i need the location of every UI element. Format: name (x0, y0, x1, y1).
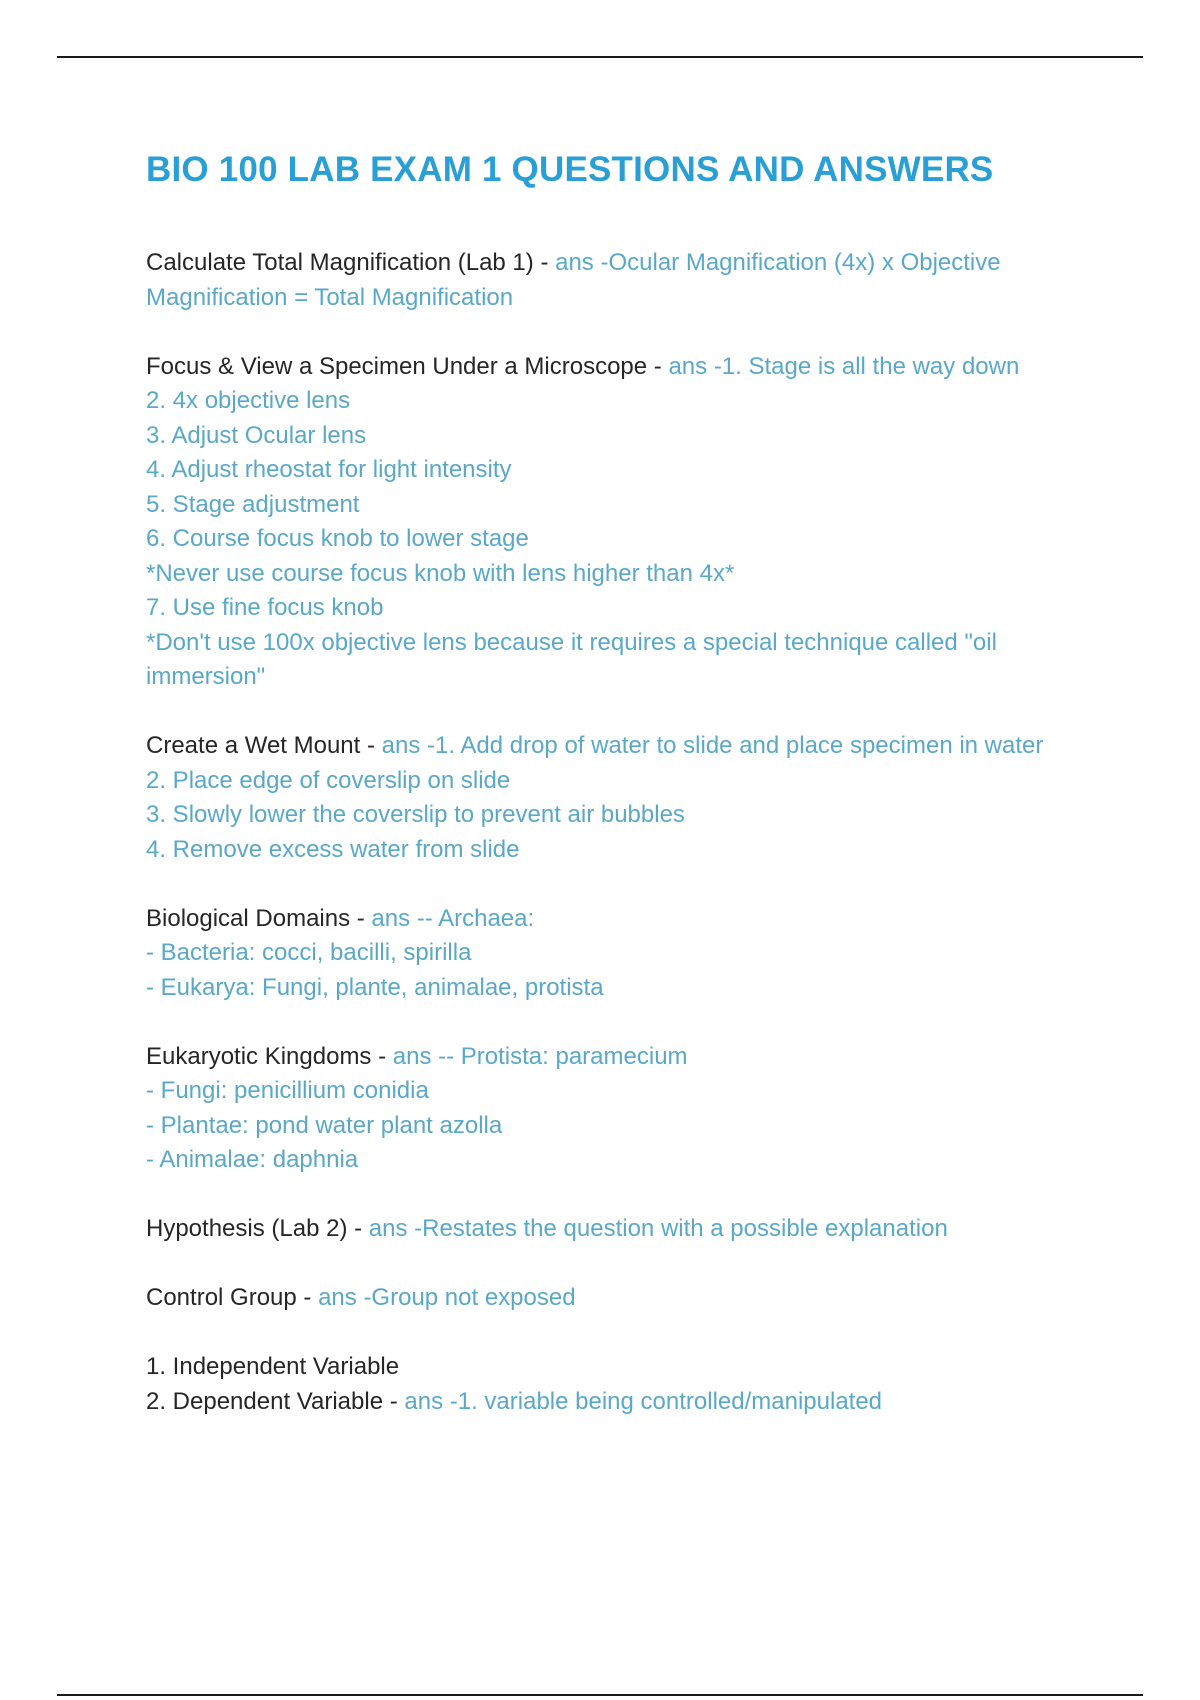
answer-line: 6. Course focus knob to lower stage (146, 525, 529, 552)
answer-line: 4. Remove excess water from slide (146, 835, 520, 863)
answer-line: 3. Slowly lower the coverslip to prevent air bubbles (146, 801, 685, 828)
answer-line: 2. Place edge of coverslip on slide (146, 766, 511, 794)
answer-text: ans -1. Add drop of water to slide and place specimen in water (381, 732, 1044, 759)
question-text: Calculate Total Magnification (Lab 1) (146, 249, 534, 276)
answer-text: ans -Group not exposed (318, 1284, 576, 1311)
variables-answer: ans -1. variable being controlled/manipulated (404, 1387, 883, 1415)
answer-line: 3. Adjust Ocular lens (146, 421, 367, 449)
answer-line: - Eukarya: Fungi, plante, animalae, protista (146, 973, 604, 1001)
answer-text: ans -1. Stage is all the way down (668, 352, 1020, 380)
question-text: Eukaryotic Kingdoms (146, 1042, 372, 1070)
answer-line: 4. Adjust rheostat for light intensity (146, 456, 512, 483)
answer-text: ans -- Archaea: (371, 904, 535, 932)
question-text: Hypothesis (Lab 2) (146, 1215, 348, 1242)
question-text: Focus & View a Specimen Under a Microscope (146, 352, 648, 380)
qa-item (146, 246, 1086, 315)
answer-text: ans -Restates the question with a possible explanation (368, 1215, 948, 1242)
bottom-rule (57, 1694, 1143, 1696)
answer-text: ans -Ocular Magnification (4x) x Objective Magnification = Total Magnification (146, 249, 1001, 311)
separator: - (371, 1042, 393, 1070)
separator: - (383, 1387, 405, 1415)
answer-line: - Plantae: pond water plant azolla (146, 1111, 503, 1139)
question-text: Control Group (146, 1284, 297, 1311)
separator: - (347, 1215, 369, 1242)
answer-line: *Don't use 100x objective lens because it requires a special technique called "oil immersion" (146, 628, 997, 690)
top-rule (57, 56, 1143, 58)
qa-item (146, 1212, 1086, 1247)
qa-list (146, 246, 1086, 1316)
separator: - (296, 1284, 319, 1311)
variables-block (146, 1350, 1086, 1419)
separator: - (647, 352, 669, 380)
answer-line: 5. Stage adjustment (146, 490, 360, 518)
qa-item (146, 1281, 1086, 1316)
separator: - (350, 904, 372, 932)
separator: - (533, 249, 556, 276)
answer-line: *Never use course focus knob with lens higher than 4x* (146, 559, 735, 587)
qa-item (146, 350, 1086, 695)
variables-question: 2. Dependent Variable (146, 1387, 384, 1415)
question-text: Biological Domains (146, 904, 351, 932)
qa-item (146, 902, 1086, 1006)
document-body (146, 150, 1086, 1454)
answer-line: - Animalae: daphnia (146, 1146, 359, 1173)
document-title: BIO 100 LAB EXAM 1 QUESTIONS AND ANSWERS (146, 150, 994, 189)
answer-line: - Fungi: penicillium conidia (146, 1077, 429, 1104)
separator: - (360, 732, 382, 759)
answer-text: ans -- Protista: paramecium (392, 1042, 688, 1070)
answer-line: - Bacteria: cocci, bacilli, spirilla (146, 939, 472, 966)
answer-line: 2. 4x objective lens (146, 387, 351, 414)
variables-line-1: 1. Independent Variable (146, 1353, 400, 1380)
answer-line: 7. Use fine focus knob (146, 594, 384, 621)
qa-item (146, 1040, 1086, 1178)
qa-item (146, 729, 1086, 867)
question-text: Create a Wet Mount (146, 732, 361, 759)
